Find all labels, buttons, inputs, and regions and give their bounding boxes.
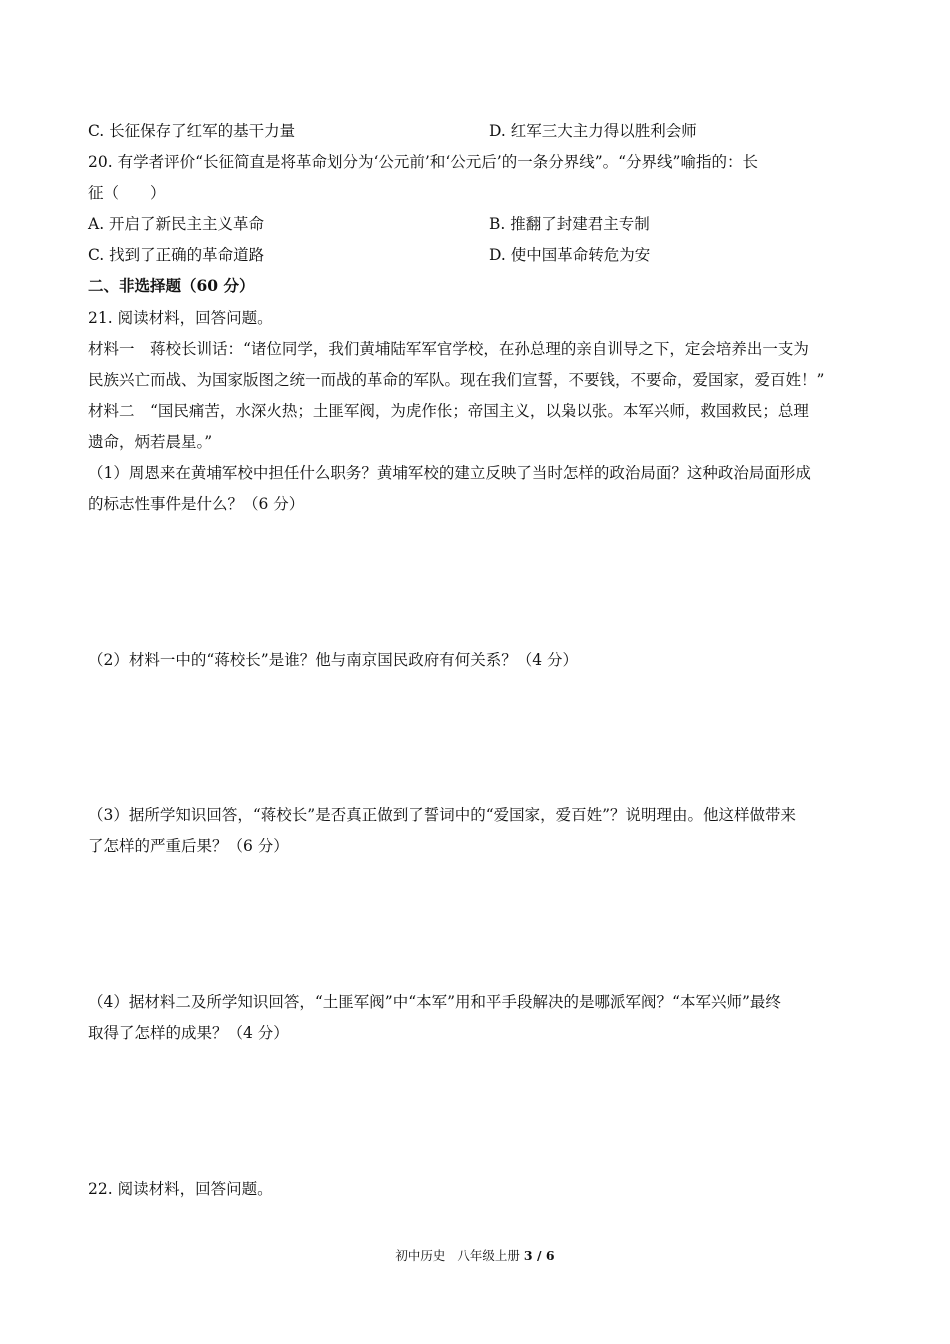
q21-sub2-line1: （2）材料一中的“蒋校长”是谁？他与南京国民政府有何关系？（4 分）: [88, 651, 579, 669]
q21-sub4-line1: （4）据材料二及所学知识回答，“土匪军阀”中“本军”用和平手段解决的是哪派军阀？“本军兴师”最终: [88, 993, 781, 1011]
q21-sub3-line2: 了怎样的严重后果？（6 分）: [88, 837, 289, 855]
q19-option-d: D. 红军三大主力得以胜利会师: [489, 122, 697, 140]
page-footer: [0, 1248, 950, 1264]
q21-material1-line2: 民族兴亡而战、为国家版图之统一而战的革命的军队。现在我们宣誓，不要钱，不要命，爱国家，爱百姓！”: [88, 371, 825, 389]
footer-grade: 八年级上册: [457, 1248, 520, 1263]
q20-option-b: B. 推翻了封建君主专制: [489, 215, 650, 233]
q21-material2-line2: 遗命，炳若晨星。”: [88, 433, 213, 451]
q20-option-a: A. 开启了新民主主义革命: [88, 215, 265, 233]
q21-intro: 21. 阅读材料，回答问题。: [88, 309, 273, 327]
q19-option-c: C. 长征保存了红军的基干力量: [88, 122, 296, 140]
q20-stem-line1: 20. 有学者评价“长征简直是将革命划分为‘公元前’和‘公元后’的一条分界线”。“分界线”喻指的：长: [88, 153, 758, 171]
q21-sub4-line2: 取得了怎样的成果？（4 分）: [88, 1024, 289, 1042]
q20-option-d: D. 使中国革命转危为安: [489, 246, 651, 264]
q21-material2-line1: 材料二 “国民痛苦，水深火热；土匪军阀，为虎作伥；帝国主义，以枭以张。本军兴师，救国救民；总理: [88, 402, 809, 420]
q20-option-c: C. 找到了正确的革命道路: [88, 246, 265, 264]
q21-material1-line1: 材料一 蒋校长训话：“诸位同学，我们黄埔陆军军官学校，在孙总理的亲自训导之下，定会培养出一支为: [88, 340, 809, 358]
q22-intro: 22. 阅读材料，回答问题。: [88, 1180, 273, 1198]
footer-subject: 初中历史: [395, 1248, 446, 1263]
q21-sub1-line2: 的标志性事件是什么？（6 分）: [88, 495, 305, 513]
q20-stem-line2: 征（ ）: [88, 184, 166, 202]
q21-sub1-line1: （1）周恩来在黄埔军校中担任什么职务？黄埔军校的建立反映了当时怎样的政治局面？这种政治局面形成: [88, 464, 811, 482]
q21-sub3-line1: （3）据所学知识回答，“蒋校长”是否真正做到了誓词中的“爱国家，爱百姓”？说明理由。他这样做带来: [88, 806, 797, 824]
footer-page-number: 3 / 6: [523, 1248, 555, 1263]
section-heading: 二、非选择题（60 分）: [88, 276, 255, 295]
